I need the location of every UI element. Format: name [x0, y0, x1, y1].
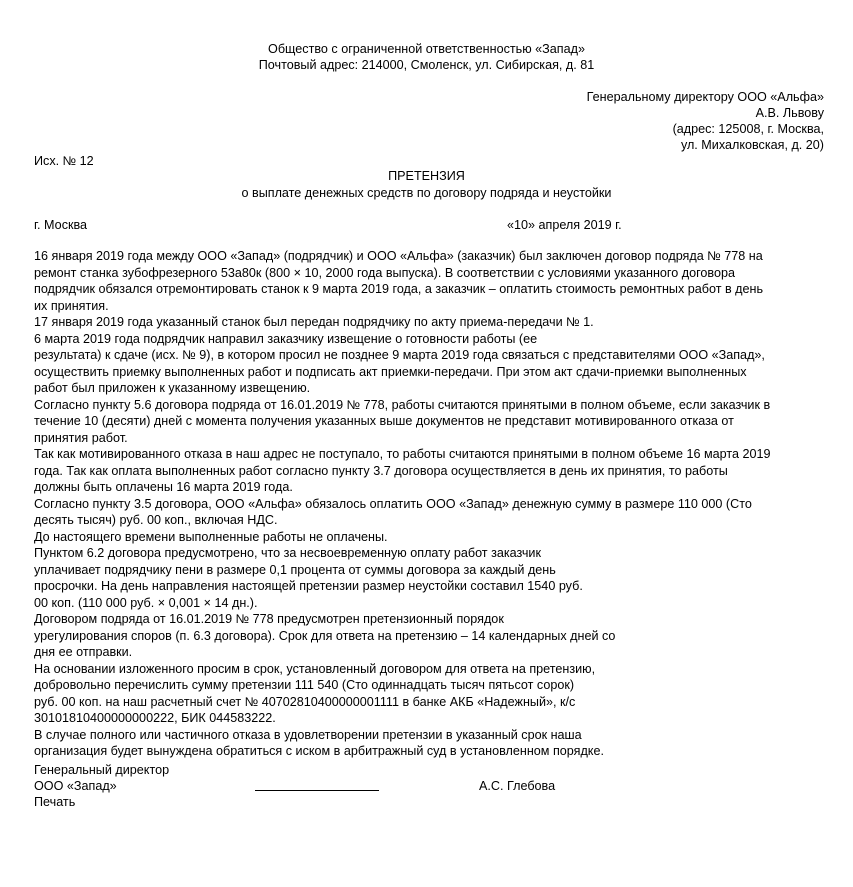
- claim-body: [34, 248, 834, 760]
- body-line: подрядчик обязался отремонтировать станок к 9 марта 2019 года, а заказчик – оплатить стоимость ремонтных работ в день: [34, 282, 764, 296]
- body-line: осуществить приемку выполненных работ и подписать акт приемки-передачи. При этом акт сдачи-приемки выполненных: [34, 364, 747, 379]
- city: г. Москва: [34, 218, 88, 232]
- recipient-line-2: А.В. Львову: [755, 106, 824, 120]
- recipient-line-3: (адрес: 125008, г. Москва,: [672, 122, 824, 136]
- body-line: принятия работ.: [34, 430, 128, 445]
- body-line: их принятия.: [34, 298, 109, 313]
- body-line: 6 марта 2019 года подрядчик направил заказчику извещение о готовности работы (ее: [34, 331, 538, 346]
- body-line: года. Так как оплата выполненных работ согласно пункту 3.7 договора осуществляется в день их принятия, то работы: [34, 463, 728, 478]
- body-line: На основании изложенного просим в срок, установленный договором для ответа на претензию,: [34, 661, 596, 676]
- body-line: 30101810400000000222, БИК 044583222.: [34, 711, 276, 725]
- body-line: результата) к сдаче (исх. № 9), в котором просил не позднее 9 марта 2019 года связаться с представителями ООО «Запад»,: [34, 348, 765, 362]
- signatory-position: Генеральный директор: [34, 763, 170, 777]
- signature-line: [255, 790, 379, 791]
- body-line: Согласно пункту 5.6 договора подряда от 16.01.2019 № 778, работы считаются принятыми в полном объеме, если заказчик в: [34, 397, 771, 412]
- sender-address: Почтовый адрес: 214000, Смоленск, ул. Сибирская, д. 81: [258, 58, 595, 72]
- body-line: Согласно пункту 3.5 договора, ООО «Альфа» обязалось оплатить ООО «Запад» денежную сумму в размере 110 000 (Сто: [34, 496, 752, 511]
- body-line: добровольно перечислить сумму претензии 111 540 (Сто одиннадцать тысяч пятьсот сорок): [34, 678, 575, 692]
- body-line: Так как мотивированного отказа в наш адрес не поступало, то работы считаются принятыми в полном объеме 16 марта 2019: [34, 447, 771, 461]
- body-line: течение 10 (десяти) дней с момента получения указанных выше документов не представит мотивированного отказа от: [34, 414, 734, 428]
- body-line: просрочки. На день направления настоящей претензии размер неустойки составил 1540 руб.: [34, 579, 583, 593]
- body-line: 00 коп. (110 000 руб. × 0,001 × 14 дн.).: [34, 595, 258, 610]
- body-line: работ был приложен к указанному извещению.: [34, 381, 311, 395]
- body-line: должны быть оплачены 16 марта 2019 года.: [34, 480, 293, 494]
- outgoing-number: Исх. № 12: [34, 154, 94, 168]
- body-line: 16 января 2019 года между ООО «Запад» (подрядчик) и ООО «Альфа» (заказчик) был заключен договор подряда № 778 на: [34, 249, 763, 263]
- body-line: До настоящего времени выполненные работы не оплачены.: [34, 529, 388, 544]
- body-line: уплачивает подрядчику пени в размере 0,1 процента от суммы договора за каждый день: [34, 562, 556, 577]
- body-line: Договором подряда от 16.01.2019 № 778 предусмотрен претензионный порядок: [34, 612, 504, 626]
- recipient-line-4: ул. Михалковская, д. 20): [680, 138, 824, 152]
- body-line: ремонт станка зубофрезерного 53а80к (800 × 10, 2000 года выпуска). В соответствии с условиями указанного договора: [34, 265, 735, 280]
- document-title: ПРЕТЕНЗИЯ: [388, 169, 465, 183]
- signatory-company: ООО «Запад»: [34, 779, 117, 793]
- body-line: 17 января 2019 года указанный станок был передан подрядчику по акту приема-передачи № 1.: [34, 315, 594, 329]
- body-line: десять тысяч) руб. 00 коп., включая НДС.: [34, 513, 278, 527]
- body-line: Пунктом 6.2 договора предусмотрено, что за несвоевременную оплату работ заказчик: [34, 546, 541, 560]
- body-line: дня ее отправки.: [34, 645, 133, 659]
- sender-name: Общество с ограниченной ответственностью «Запад»: [268, 42, 585, 56]
- document-subtitle: о выплате денежных средств по договору подряда и неустойки: [241, 186, 612, 200]
- body-line: В случае полного или частичного отказа в удовлетворении претензии в указанный срок наша: [34, 727, 582, 742]
- signatory-name: А.С. Глебова: [479, 779, 556, 793]
- stamp-label: Печать: [34, 795, 76, 809]
- body-line: урегулирования споров (п. 6.3 договора). Срок для ответа на претензию – 14 календарных дней со: [34, 628, 616, 643]
- body-line: организация будет вынуждена обратиться с иском в арбитражный суд в установленном порядке.: [34, 744, 604, 758]
- date: «10» апреля 2019 г.: [507, 218, 622, 232]
- body-line: руб. 00 коп. на наш расчетный счет № 40702810400000001111 в банке АКБ «Надежный», к/с: [34, 694, 576, 709]
- recipient-line-1: Генеральному директору ООО «Альфа»: [586, 90, 824, 104]
